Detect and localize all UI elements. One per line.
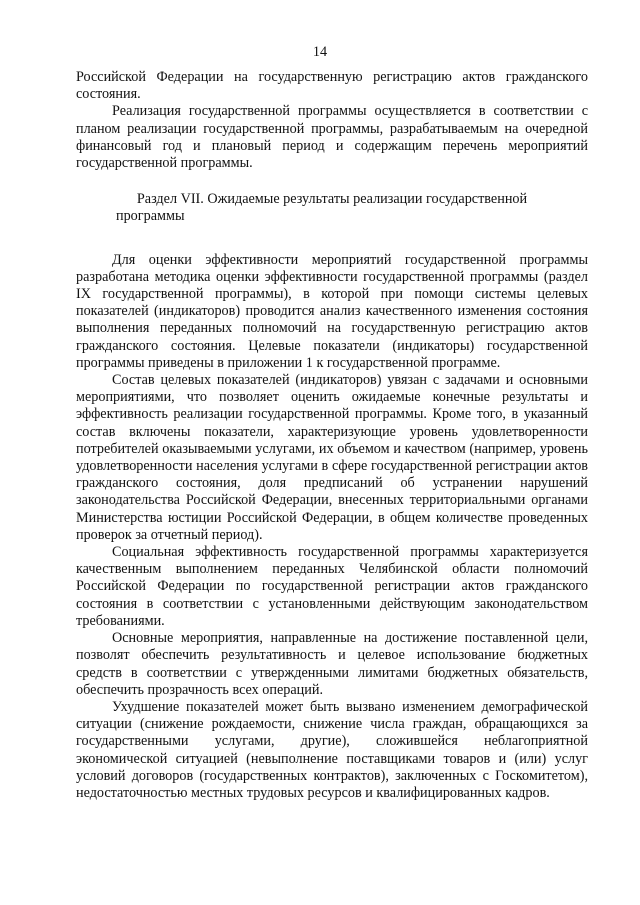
paragraph: Состав целевых показателей (индикаторов) увязан с задачами и основными мероприятиями, что позволяет оценить ожидаемые конечные результаты и эффективность реализации государственной программы. Кроме того, в указанный состав включены показатели, характеризующие уровень удовлетворенности потребителей оказываемыми услугами, их объемом и качеством (например, уровень удовлетворенности населения услугами в сфере государственной регистрации актов гражданского состояния, доля предписаний об устранении нарушений законодательства Российской Федерации, внесенных территориальными органами Министерства юстиции Российской Федерации, в общем количестве проведенных проверок за отчетный период). xyxy=(76,372,588,543)
paragraph: Реализация государственной программы осуществляется в соответствии с планом реализации государственной программы, разрабатываемым на очередной финансовый год и плановый период и содержащим перечень мероприятий государственной программы. xyxy=(76,103,588,172)
paragraph: Для оценки эффективности мероприятий государственной программы разработана методика оценки эффективности государственной программы (раздел IX государственной программы), в которой при помощи системы целевых показателей (индикаторов) проводится анализ качественного изменения состояния выполнения переданных полномочий на государственную регистрацию актов гражданского состояния. Целевые показатели (индикаторы) государственной программы приведены в приложении 1 к государственной программе. xyxy=(76,251,588,371)
paragraph: Основные мероприятия, направленные на достижение поставленной цели, позволят обеспечить результативность и целевое использование бюджетных средств в соответствии с утвержденными лимитами бюджетных обязательств, обеспечить прозрачность всех операций. xyxy=(76,630,588,698)
paragraph: Социальная эффективность государственной программы характеризуется качественным выполнением переданных Челябинской области полномочий Российской Федерации по государственной регистрации актов гражданского состояния в соответствии с установленными действующим законодательством требованиями. xyxy=(76,544,588,629)
document-body xyxy=(76,69,588,802)
paragraph: Ухудшение показателей может быть вызвано изменением демографической ситуации (снижение рождаемости, снижение числа граждан, обращающихся за государственными услугами, другие), сложившейся неблагоприятной экономической ситуацией (невыполнение поставщиками товаров и (или) услуг условий договоров (государственных контрактов), заключенных с Госкомитетом), недостаточностью местных трудовых ресурсов и квалифицированных кадров. xyxy=(76,698,588,801)
section-heading: Раздел VII. Ожидаемые результаты реализации государственной программы xyxy=(116,191,528,225)
paragraph-continuation: Российской Федерации на государственную регистрацию актов гражданского состояния. xyxy=(76,69,588,103)
page-number: 14 xyxy=(312,44,328,60)
